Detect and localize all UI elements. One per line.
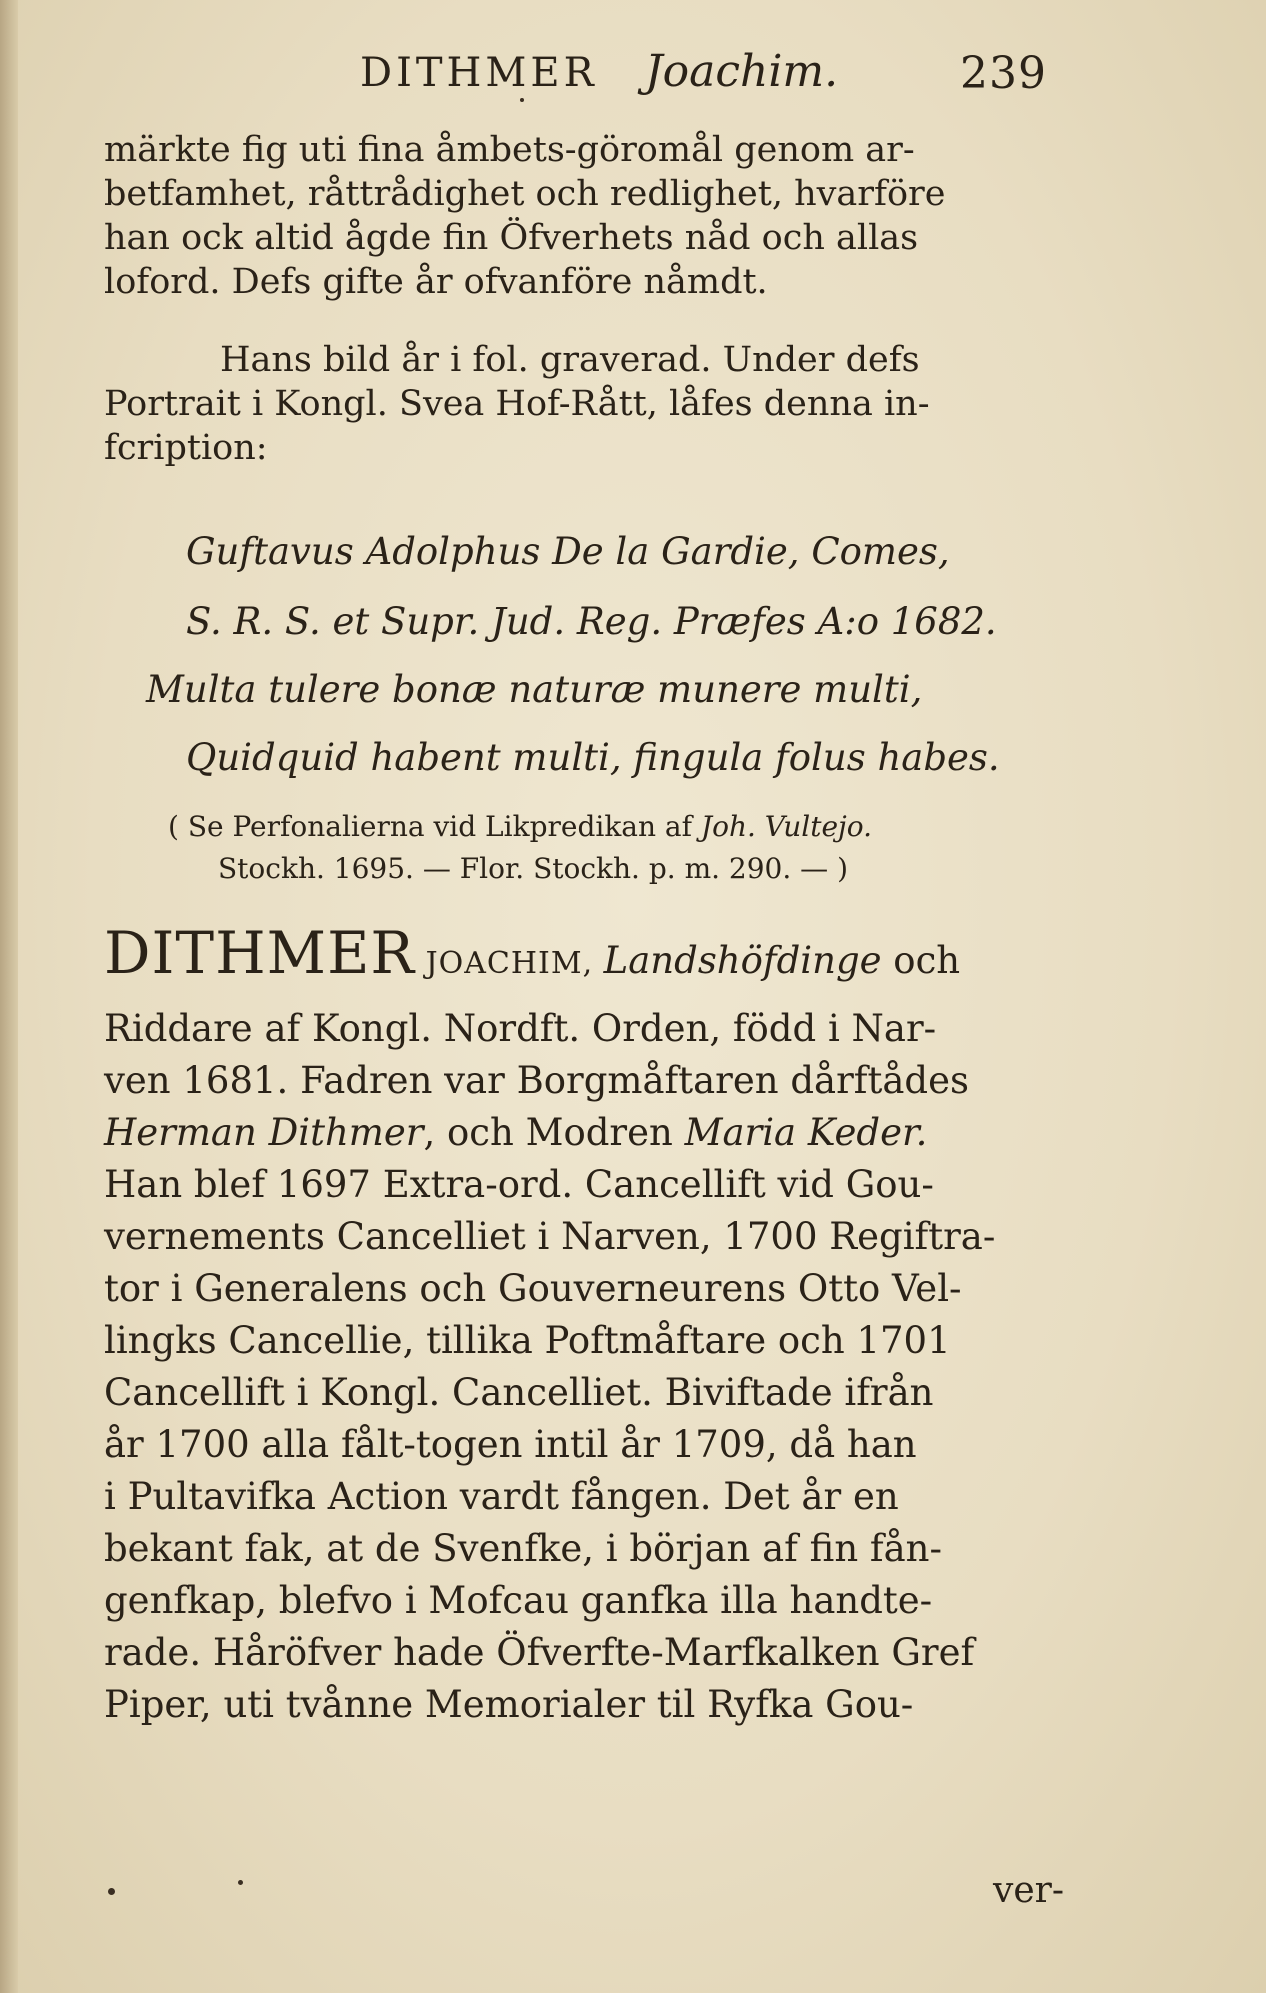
entry-line-13: genfkap, blefvo i Mofcau ganfka illa handte- [104,1579,933,1622]
ink-speck [520,98,524,102]
p2-line-3: fcription: [104,428,268,468]
mother-name: Maria Keder. [684,1111,928,1154]
p1-line-1: märkte fig uti fina åmbets-göromål genom ar- [104,130,915,170]
note-line-1 [168,808,872,846]
ink-speck [238,1880,243,1885]
entry-line-14: rade. Håröfver hade Öfverfte-Marfkalken Gref [104,1631,975,1674]
entry-line-15: Piper, uti tvånne Memorialer til Ryfka Gou- [104,1683,914,1726]
entry-line-8: lingks Cancellie, tillika Poftmåftare och 1701 [104,1319,951,1362]
entry-line-2: Riddare af Kongl. Nordft. Orden, född i Nar- [104,1007,937,1050]
entry-line-4-mid: , och Modren [423,1111,685,1154]
entry-line-12: bekant fak, at de Svenfke, i början af fin fån- [104,1527,942,1570]
inscription-line-1: Guftavus Adolphus De la Gardie, Comes, [186,530,950,573]
entry-surname: DITHMER [104,919,416,987]
entry-line-3: ven 1681. Fadren var Borgmåftaren dårftådes [104,1059,969,1102]
entry-title-tail: och [881,939,961,982]
entry-line-9: Cancellift i Kongl. Cancelliet. Biviftade ifrån [104,1371,934,1414]
note-author: Joh. Vultejo. [700,810,872,843]
note-text: ( Se Perfonalierna vid Likpredikan af [168,810,701,843]
entry-line-11: i Pultavifka Action vardt fången. Det år en [104,1475,899,1518]
p1-line-4: loford. Defs gifte år ofvanföre nåmdt. [104,262,768,302]
entry-line-4 [104,1110,927,1156]
entry-title: Landshöfdinge [603,939,882,982]
inscription-line-2: S. R. S. et Supr. Jud. Reg. Præfes A:o 1682. [186,600,997,643]
ink-speck [108,1888,115,1895]
inscription-line-3: Multa tulere bonæ naturæ munere multi, [146,668,923,711]
page-edge [0,0,18,1993]
father-name: Herman Dithmer [104,1111,424,1154]
entry-forename: JOACHIM, [415,946,604,981]
catchword: ver- [992,1870,1064,1911]
entry-line-10: år 1700 alla fålt-togen intil år 1709, då han [104,1423,917,1466]
page-number: 239 [960,48,1047,99]
p2-line-1: Hans bild år i fol. graverad. Under defs [220,340,920,380]
entry-heading [104,919,961,987]
entry-line-6: vernements Cancelliet i Narven, 1700 Regiftra- [104,1215,996,1258]
entry-line-7: tor i Generalens och Gouverneurens Otto Vel- [104,1267,962,1310]
running-head-firstname: Joachim. [645,46,839,97]
running-head [360,42,1060,102]
entry-line-5: Han blef 1697 Extra-ord. Cancellift vid Gou- [104,1163,934,1206]
p1-line-2: betfamhet, råttrådighet och redlighet, hvarföre [104,174,946,214]
running-head-name: DITHMER [360,50,598,96]
inscription-line-4: Quidquid habent multi, fingula folus habes. [186,736,1000,779]
p2-line-2: Portrait i Kongl. Svea Hof-Rått, låfes denna in- [104,384,930,424]
p1-line-3: han ock altid ågde fin Öfverhets nåd och allas [104,218,919,258]
note-line-2: Stockh. 1695. — Flor. Stockh. p. m. 290. — ) [218,852,848,885]
